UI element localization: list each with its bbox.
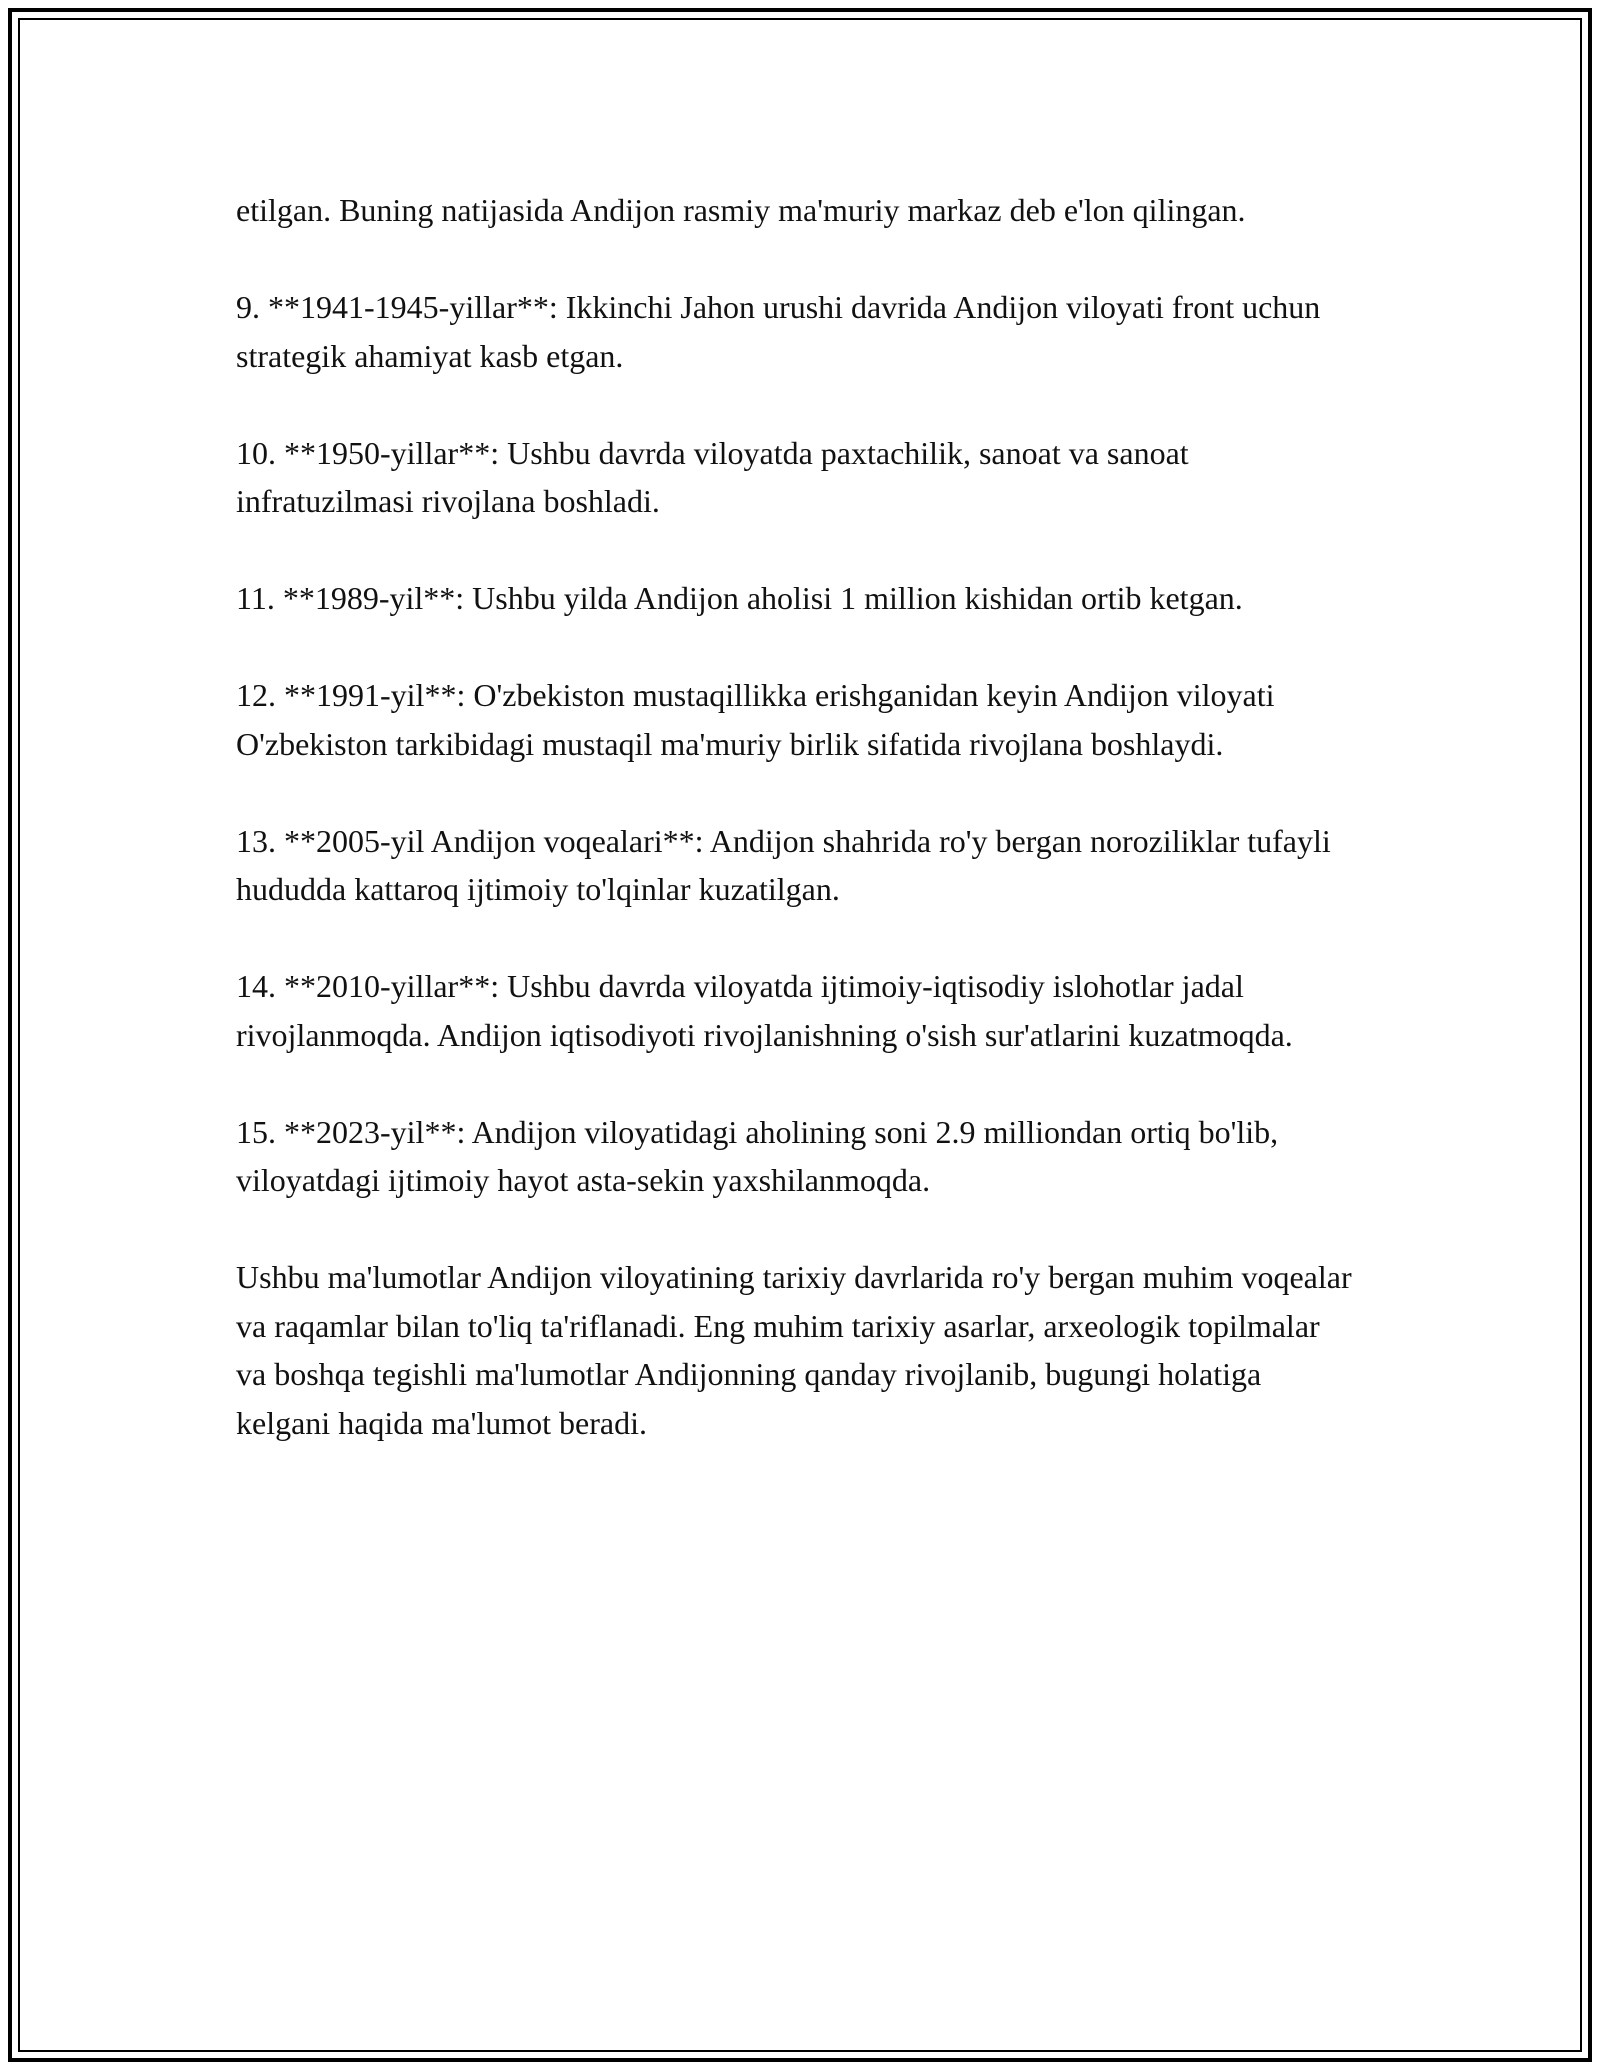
list-item-13: 13. **2005-yil Andijon voqealari**: Andijon shahrida ro'y bergan noroziliklar tufayli hududda kattaroq ijtimoiy to'lqinlar kuzatilgan. xyxy=(236,822,1331,907)
list-item-14: 14. **2010-yillar**: Ushbu davrda viloyatda ijtimoiy-iqtisodiy islohotlar jadal rivojlanmoqda. Andijon iqtisodiyoti rivojlanishning o'sish sur'atlarini kuzatmoqda. xyxy=(236,968,1293,1053)
list-item-15: 15. **2023-yil**: Andijon viloyatidagi aholining soni 2.9 milliondan ortiq bo'lib, viloyatdagi ijtimoiy hayot asta-sekin yaxshilanmoqda. xyxy=(236,1113,1279,1198)
list-item-9: 9. **1941-1945-yillar**: Ikkinchi Jahon urushi davrida Andijon viloyati front uchun strategik ahamiyat kasb etgan. xyxy=(236,289,1321,374)
document-body xyxy=(236,186,1356,1496)
list-item-10: 10. **1950-yillar**: Ushbu davrda viloyatda paxtachilik, sanoat va sanoat infratuzilmasi rivojlana boshladi. xyxy=(236,434,1189,519)
paragraph-continuation: etilgan. Buning natijasida Andijon rasmiy ma'muriy markaz deb e'lon qilingan. xyxy=(236,192,1246,228)
list-item-12: 12. **1991-yil**: O'zbekiston mustaqillikka erishganidan keyin Andijon viloyati O'zbekiston tarkibidagi mustaqil ma'muriy birlik sifatida rivojlana boshlaydi. xyxy=(236,677,1275,762)
paragraph-conclusion: Ushbu ma'lumotlar Andijon viloyatining tarixiy davrlarida ro'y bergan muhim voqealar va raqamlar bilan to'liq ta'riflanadi. Eng muhim tarixiy asarlar, arxeologik topilmalar va boshqa tegishli ma'lumotlar Andijonning qanday rivojlanib, bugungi holatiga kelgani haqida ma'lumot beradi. xyxy=(236,1259,1352,1441)
list-item-11: 11. **1989-yil**: Ushbu yilda Andijon aholisi 1 million kishidan ortib ketgan. xyxy=(236,580,1243,616)
